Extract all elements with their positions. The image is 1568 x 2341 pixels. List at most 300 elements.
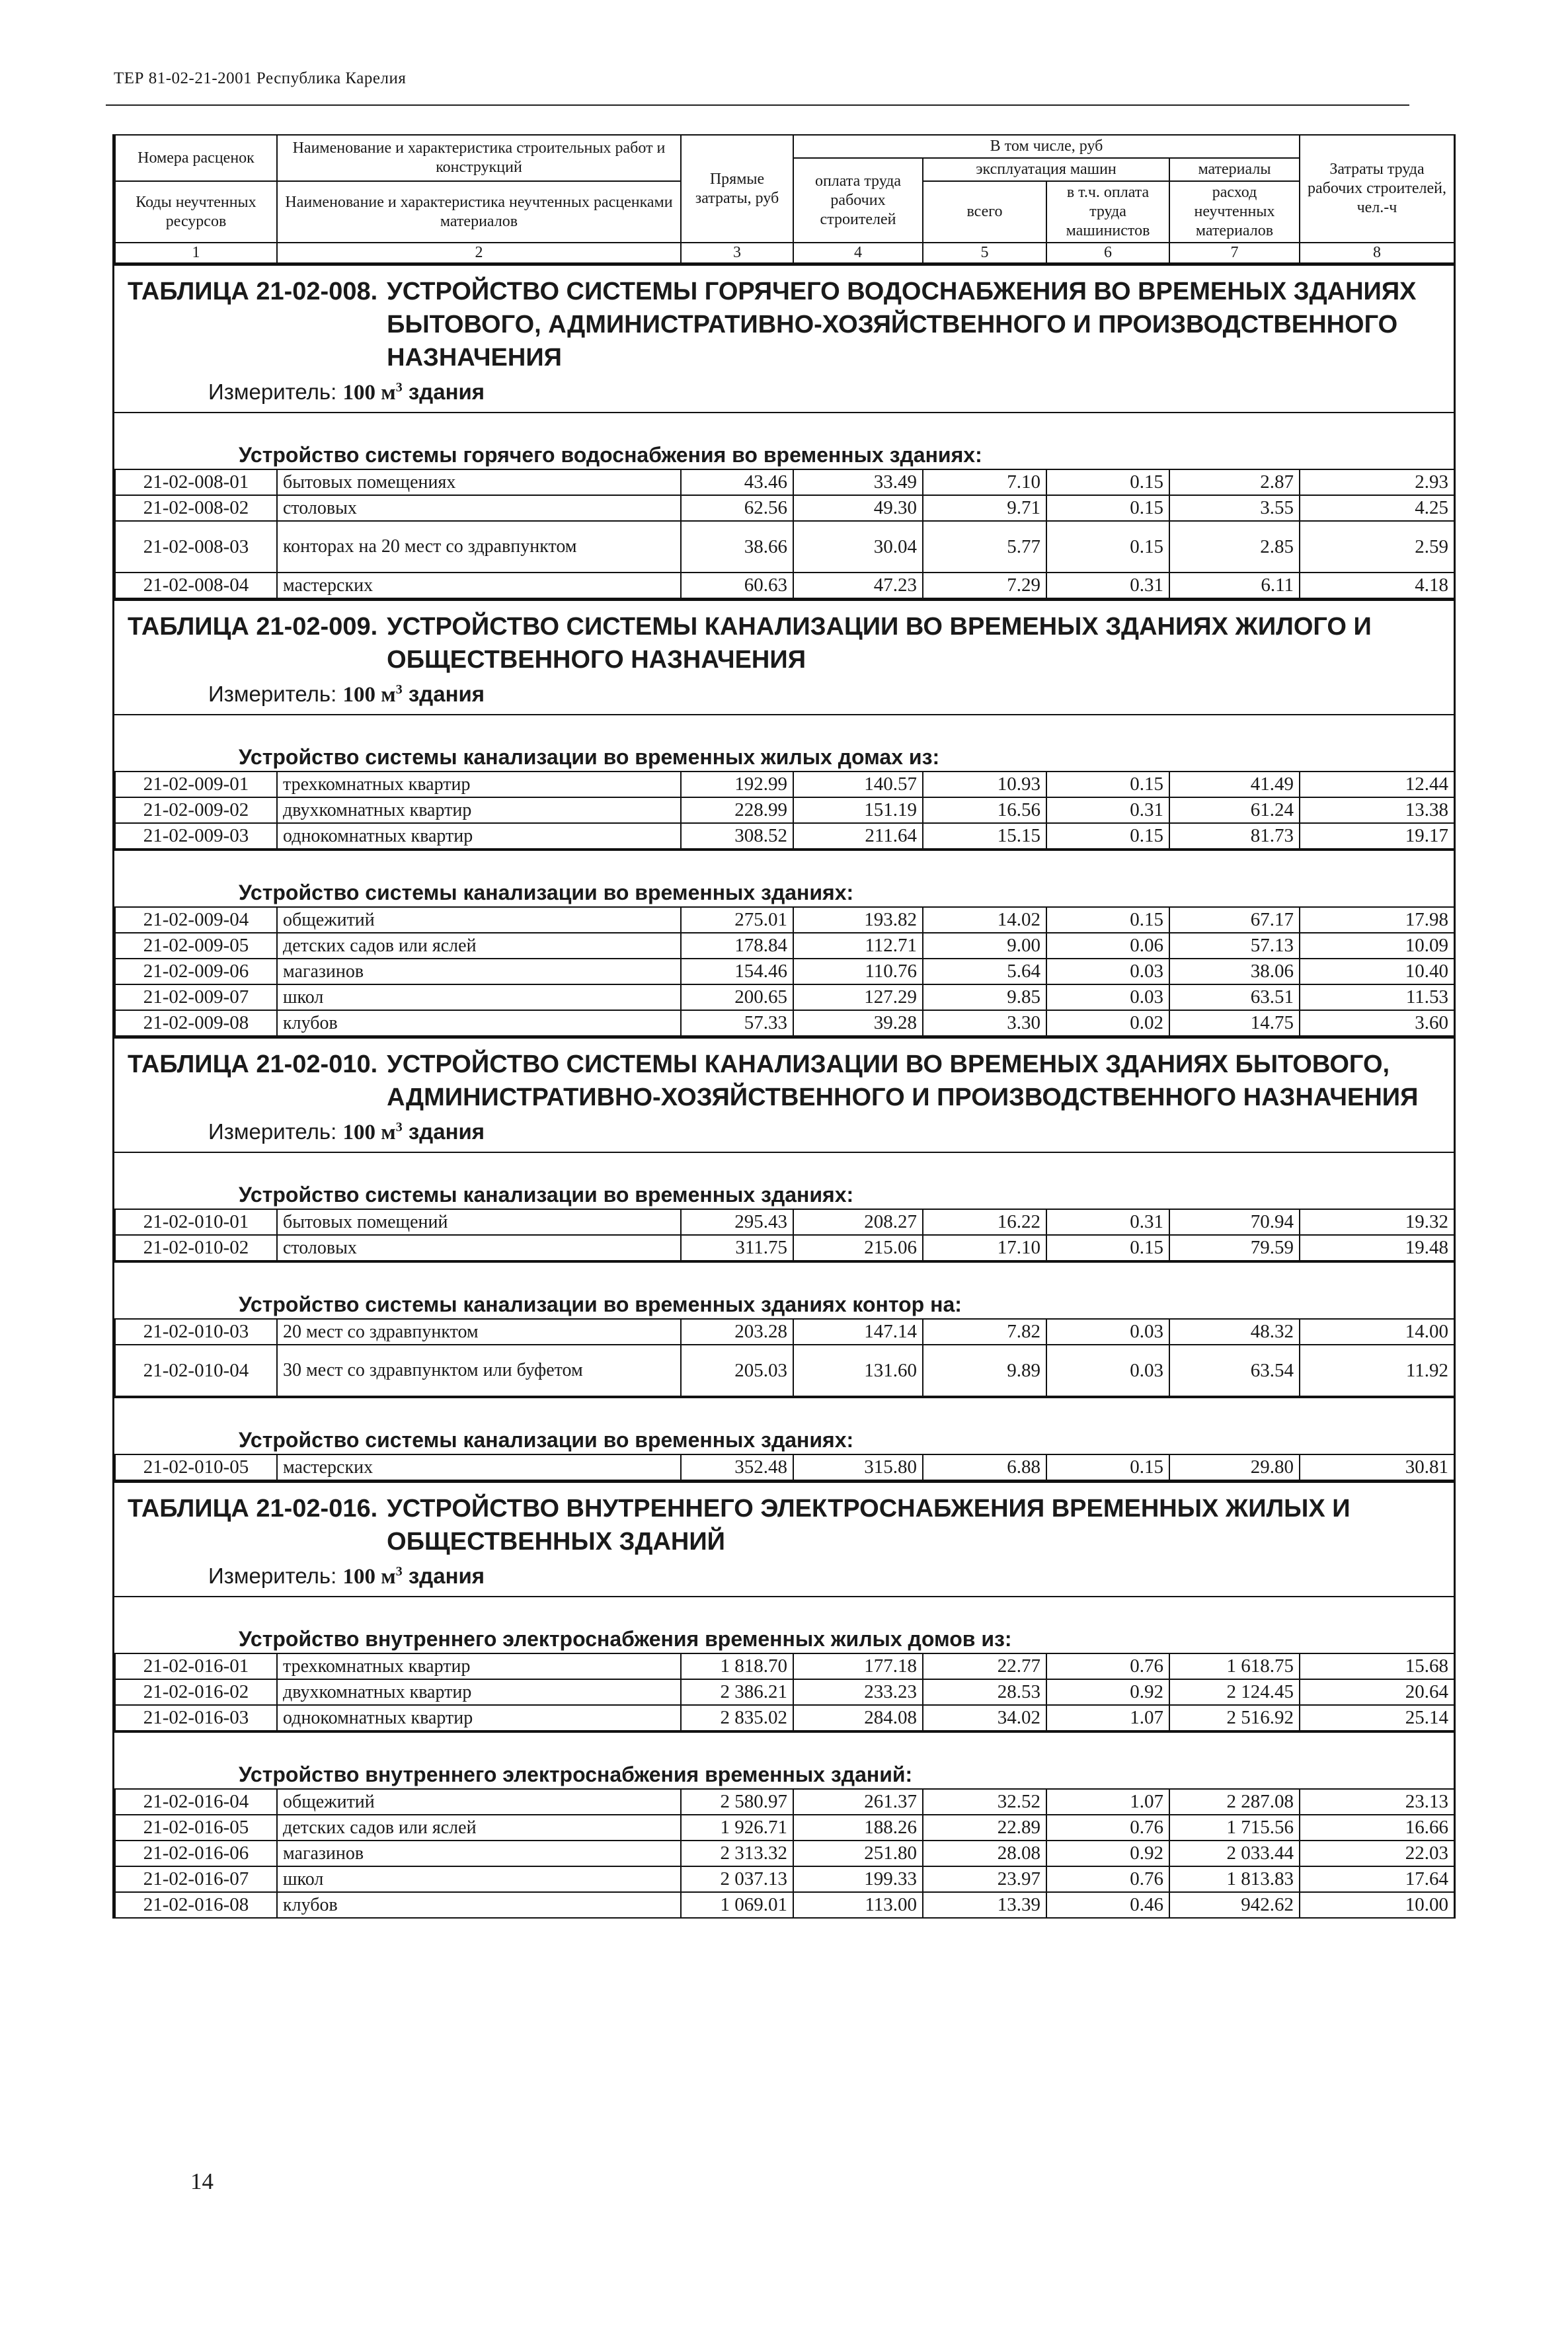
direct-costs: 1 926.71 xyxy=(681,1815,793,1841)
column-numbers-row xyxy=(115,243,1454,263)
labor-hours: 10.00 xyxy=(1300,1892,1454,1918)
rates-table xyxy=(114,771,1455,850)
material-costs: 2.85 xyxy=(1169,521,1300,573)
material-costs: 2 033.44 xyxy=(1169,1841,1300,1866)
machine-costs: 14.02 xyxy=(923,907,1046,933)
material-costs: 1 715.56 xyxy=(1169,1815,1300,1841)
labor-hours: 23.13 xyxy=(1300,1789,1454,1815)
labor-wages: 151.19 xyxy=(793,797,923,823)
material-costs: 942.62 xyxy=(1169,1892,1300,1918)
operator-wages: 0.15 xyxy=(1046,495,1169,521)
direct-costs: 62.56 xyxy=(681,495,793,521)
labor-hours: 19.48 xyxy=(1300,1235,1454,1261)
table-code: ТАБЛИЦА 21-02-010. xyxy=(128,1051,378,1078)
work-description: бытовых помещениях xyxy=(277,469,681,495)
header-col8: Затраты труда рабочих строителей, чел.-ч xyxy=(1300,135,1454,243)
labor-wages: 39.28 xyxy=(793,1010,923,1036)
direct-costs: 2 580.97 xyxy=(681,1789,793,1815)
machine-costs: 6.88 xyxy=(923,1454,1046,1480)
measure-label: Измеритель: xyxy=(208,379,337,404)
material-costs: 2 516.92 xyxy=(1169,1705,1300,1731)
material-costs: 79.59 xyxy=(1169,1235,1300,1261)
rate-code: 21-02-009-01 xyxy=(115,772,277,797)
operator-wages: 0.15 xyxy=(1046,1454,1169,1480)
labor-hours: 13.38 xyxy=(1300,797,1454,823)
work-description: общежитий xyxy=(277,907,681,933)
header-col4: оплата труда рабочих строителей xyxy=(793,158,923,243)
operator-wages: 0.46 xyxy=(1046,1892,1169,1918)
labor-hours: 14.00 xyxy=(1300,1319,1454,1345)
header-col3: Прямые затраты, руб xyxy=(681,135,793,243)
rate-code: 21-02-016-07 xyxy=(115,1866,277,1892)
rate-code: 21-02-009-02 xyxy=(115,797,277,823)
labor-wages: 188.26 xyxy=(793,1815,923,1841)
labor-wages: 208.27 xyxy=(793,1209,923,1235)
labor-wages: 112.71 xyxy=(793,933,923,959)
labor-hours: 19.32 xyxy=(1300,1209,1454,1235)
machine-costs: 16.22 xyxy=(923,1209,1046,1235)
rates-table xyxy=(114,1788,1455,1919)
work-description: детских садов или яслей xyxy=(277,933,681,959)
table-row xyxy=(115,469,1454,495)
table-row xyxy=(115,1705,1454,1731)
rate-code: 21-02-016-05 xyxy=(115,1815,277,1841)
rates-table xyxy=(114,469,1455,599)
table-row xyxy=(115,1815,1454,1841)
labor-wages: 193.82 xyxy=(793,907,923,933)
table-row xyxy=(115,933,1454,959)
table-code: ТАБЛИЦА 21-02-016. xyxy=(128,1495,378,1523)
table-heading xyxy=(114,266,1454,374)
direct-costs: 203.28 xyxy=(681,1319,793,1345)
labor-hours: 2.59 xyxy=(1300,521,1454,573)
page-number: 14 xyxy=(190,2168,214,2194)
rate-code: 21-02-016-06 xyxy=(115,1841,277,1866)
work-description: бытовых помещений xyxy=(277,1209,681,1235)
table-row xyxy=(115,1454,1454,1480)
rates-table xyxy=(114,1454,1455,1481)
group-heading: Устройство внутреннего электроснабжения временных зданий: xyxy=(114,1731,1454,1788)
column-number: 6 xyxy=(1046,243,1169,263)
material-costs: 61.24 xyxy=(1169,797,1300,823)
group-heading: Устройство системы канализации во временных зданиях: xyxy=(114,1397,1454,1454)
material-costs: 63.51 xyxy=(1169,984,1300,1010)
table-row xyxy=(115,984,1454,1010)
labor-hours: 15.68 xyxy=(1300,1653,1454,1679)
direct-costs: 1 069.01 xyxy=(681,1892,793,1918)
group-heading: Устройство системы канализации во временных зданиях: xyxy=(114,1152,1454,1209)
table-title: УСТРОЙСТВО СИСТЕМЫ КАНАЛИЗАЦИИ ВО ВРЕМЕНЫХ ЗДАНИЯХ ЖИЛОГО И ОБЩЕСТВЕННОГО НАЗНАЧЕНИЯ xyxy=(387,613,1372,674)
labor-wages: 140.57 xyxy=(793,772,923,797)
table-row xyxy=(115,573,1454,598)
operator-wages: 0.15 xyxy=(1046,1235,1169,1261)
header-machines: эксплуатация машин xyxy=(923,158,1169,181)
labor-wages: 113.00 xyxy=(793,1892,923,1918)
work-description: однокомнатных квартир xyxy=(277,823,681,849)
labor-wages: 33.49 xyxy=(793,469,923,495)
table-section xyxy=(114,599,1454,1037)
operator-wages: 0.03 xyxy=(1046,1345,1169,1396)
rates-table xyxy=(114,1209,1455,1261)
table-row xyxy=(115,1235,1454,1261)
operator-wages: 0.76 xyxy=(1046,1815,1169,1841)
labor-wages: 49.30 xyxy=(793,495,923,521)
machine-costs: 28.53 xyxy=(923,1679,1046,1705)
direct-costs: 38.66 xyxy=(681,521,793,573)
material-costs: 81.73 xyxy=(1169,823,1300,849)
machine-costs: 9.89 xyxy=(923,1345,1046,1396)
work-description: мастерских xyxy=(277,1454,681,1480)
machine-costs: 9.71 xyxy=(923,495,1046,521)
direct-costs: 352.48 xyxy=(681,1454,793,1480)
running-header: ТЕР 81-02-21-2001 Республика Карелия xyxy=(114,69,407,87)
labor-hours: 2.93 xyxy=(1300,469,1454,495)
direct-costs: 308.52 xyxy=(681,823,793,849)
rate-code: 21-02-010-05 xyxy=(115,1454,277,1480)
header-col1-bottom: Коды неучтенных ресурсов xyxy=(115,181,277,243)
labor-hours: 10.40 xyxy=(1300,959,1454,984)
document-body xyxy=(112,134,1456,1919)
material-costs: 67.17 xyxy=(1169,907,1300,933)
measure-value xyxy=(342,381,402,405)
direct-costs: 275.01 xyxy=(681,907,793,933)
measure-object: здания xyxy=(408,1119,485,1144)
table-title: УСТРОЙСТВО СИСТЕМЫ КАНАЛИЗАЦИИ ВО ВРЕМЕНЫХ ЗДАНИЯХ БЫТОВОГО, АДМИНИСТРАТИВНО-ХОЗЯЙСТВЕННОГО И ПРОИЗВОДСТВЕННОГО НАЗНАЧЕНИЯ xyxy=(387,1051,1419,1111)
work-description: школ xyxy=(277,984,681,1010)
table-row xyxy=(115,521,1454,573)
table-row xyxy=(115,495,1454,521)
measure-unit-line xyxy=(114,1114,1454,1152)
labor-hours: 11.92 xyxy=(1300,1345,1454,1396)
measure-exponent: 3 xyxy=(395,1564,403,1579)
rate-code: 21-02-009-08 xyxy=(115,1010,277,1036)
labor-wages: 215.06 xyxy=(793,1235,923,1261)
machine-costs: 9.85 xyxy=(923,984,1046,1010)
measure-number: 100 м xyxy=(342,1565,396,1589)
material-costs: 2 287.08 xyxy=(1169,1789,1300,1815)
labor-hours: 4.18 xyxy=(1300,573,1454,598)
work-description: однокомнатных квартир xyxy=(277,1705,681,1731)
direct-costs: 200.65 xyxy=(681,984,793,1010)
table-heading xyxy=(114,1039,1454,1114)
column-number: 4 xyxy=(793,243,923,263)
work-description: клубов xyxy=(277,1892,681,1918)
work-description: трехкомнатных квартир xyxy=(277,772,681,797)
material-costs: 70.94 xyxy=(1169,1209,1300,1235)
measure-label: Измеритель: xyxy=(208,682,337,706)
work-description: магазинов xyxy=(277,1841,681,1866)
direct-costs: 311.75 xyxy=(681,1235,793,1261)
table-row xyxy=(115,1679,1454,1705)
operator-wages: 0.31 xyxy=(1046,573,1169,598)
header-rule xyxy=(106,104,1409,106)
direct-costs: 228.99 xyxy=(681,797,793,823)
machine-costs: 28.08 xyxy=(923,1841,1046,1866)
measure-value xyxy=(342,683,402,707)
table-row xyxy=(115,1866,1454,1892)
measure-label: Измеритель: xyxy=(208,1564,337,1588)
measure-exponent: 3 xyxy=(395,1120,403,1134)
operator-wages: 0.31 xyxy=(1046,1209,1169,1235)
labor-wages: 261.37 xyxy=(793,1789,923,1815)
table-row xyxy=(115,959,1454,984)
work-description: общежитий xyxy=(277,1789,681,1815)
direct-costs: 2 386.21 xyxy=(681,1679,793,1705)
machine-costs: 7.10 xyxy=(923,469,1046,495)
machine-costs: 7.82 xyxy=(923,1319,1046,1345)
work-description: школ xyxy=(277,1866,681,1892)
work-description: конторах на 20 мест со здравпунктом xyxy=(277,521,681,573)
rate-code: 21-02-009-05 xyxy=(115,933,277,959)
table-row xyxy=(115,1319,1454,1345)
operator-wages: 0.03 xyxy=(1046,984,1169,1010)
labor-hours: 10.09 xyxy=(1300,933,1454,959)
direct-costs: 178.84 xyxy=(681,933,793,959)
direct-costs: 2 835.02 xyxy=(681,1705,793,1731)
measure-label: Измеритель: xyxy=(208,1119,337,1144)
labor-wages: 47.23 xyxy=(793,573,923,598)
rates-table xyxy=(114,1653,1455,1731)
labor-wages: 211.64 xyxy=(793,823,923,849)
material-costs: 63.54 xyxy=(1169,1345,1300,1396)
machine-costs: 5.64 xyxy=(923,959,1046,984)
direct-costs: 43.46 xyxy=(681,469,793,495)
rate-code: 21-02-010-03 xyxy=(115,1319,277,1345)
material-costs: 48.32 xyxy=(1169,1319,1300,1345)
direct-costs: 1 818.70 xyxy=(681,1653,793,1679)
direct-costs: 192.99 xyxy=(681,772,793,797)
measure-number: 100 м xyxy=(342,1121,396,1144)
work-description: трехкомнатных квартир xyxy=(277,1653,681,1679)
group-heading: Устройство системы канализации во временных жилых домах из: xyxy=(114,714,1454,771)
material-costs: 57.13 xyxy=(1169,933,1300,959)
material-costs: 38.06 xyxy=(1169,959,1300,984)
table-code: ТАБЛИЦА 21-02-008. xyxy=(128,278,378,305)
labor-hours: 3.60 xyxy=(1300,1010,1454,1036)
work-description: столовых xyxy=(277,495,681,521)
column-number: 1 xyxy=(115,243,277,263)
header-materials: материалы xyxy=(1169,158,1300,181)
labor-hours: 19.17 xyxy=(1300,823,1454,849)
column-number: 7 xyxy=(1169,243,1300,263)
machine-costs: 34.02 xyxy=(923,1705,1046,1731)
column-header-table xyxy=(114,134,1455,264)
measure-object: здания xyxy=(408,379,485,404)
header-col5: всего xyxy=(923,181,1046,243)
direct-costs: 2 313.32 xyxy=(681,1841,793,1866)
work-description: детских садов или яслей xyxy=(277,1815,681,1841)
machine-costs: 15.15 xyxy=(923,823,1046,849)
labor-hours: 4.25 xyxy=(1300,495,1454,521)
operator-wages: 1.07 xyxy=(1046,1705,1169,1731)
table-row xyxy=(115,797,1454,823)
table-row xyxy=(115,1892,1454,1918)
labor-wages: 251.80 xyxy=(793,1841,923,1866)
labor-hours: 22.03 xyxy=(1300,1841,1454,1866)
material-costs: 1 618.75 xyxy=(1169,1653,1300,1679)
header-col6: в т.ч. оплата труда машинистов xyxy=(1046,181,1169,243)
measure-unit-line xyxy=(114,1558,1454,1596)
operator-wages: 0.03 xyxy=(1046,959,1169,984)
operator-wages: 0.92 xyxy=(1046,1841,1169,1866)
table-heading xyxy=(114,601,1454,676)
material-costs: 14.75 xyxy=(1169,1010,1300,1036)
labor-wages: 233.23 xyxy=(793,1679,923,1705)
material-costs: 3.55 xyxy=(1169,495,1300,521)
operator-wages: 0.76 xyxy=(1046,1866,1169,1892)
operator-wages: 0.02 xyxy=(1046,1010,1169,1036)
labor-hours: 12.44 xyxy=(1300,772,1454,797)
table-row xyxy=(115,1789,1454,1815)
header-incl: В том числе, руб xyxy=(793,135,1300,158)
machine-costs: 16.56 xyxy=(923,797,1046,823)
rate-code: 21-02-008-01 xyxy=(115,469,277,495)
header-col1-top: Номера расценок xyxy=(115,135,277,181)
measure-exponent: 3 xyxy=(395,682,403,697)
labor-hours: 11.53 xyxy=(1300,984,1454,1010)
rate-code: 21-02-008-02 xyxy=(115,495,277,521)
machine-costs: 22.89 xyxy=(923,1815,1046,1841)
column-number: 3 xyxy=(681,243,793,263)
direct-costs: 60.63 xyxy=(681,573,793,598)
rate-code: 21-02-008-04 xyxy=(115,573,277,598)
measure-object: здания xyxy=(408,682,485,706)
header-col2-bottom: Наименование и характеристика неучтенных расценками материалов xyxy=(277,181,681,243)
machine-costs: 13.39 xyxy=(923,1892,1046,1918)
operator-wages: 0.92 xyxy=(1046,1679,1169,1705)
column-number: 8 xyxy=(1300,243,1454,263)
work-description: 20 мест со здравпунктом xyxy=(277,1319,681,1345)
column-number: 2 xyxy=(277,243,681,263)
group-heading: Устройство системы канализации во временных зданиях контор на: xyxy=(114,1261,1454,1318)
work-description: 30 мест со здравпунктом или буфетом xyxy=(277,1345,681,1396)
operator-wages: 0.76 xyxy=(1046,1653,1169,1679)
operator-wages: 0.15 xyxy=(1046,772,1169,797)
rate-code: 21-02-009-06 xyxy=(115,959,277,984)
table-row xyxy=(115,1010,1454,1036)
material-costs: 41.49 xyxy=(1169,772,1300,797)
table-row xyxy=(115,1345,1454,1396)
labor-hours: 20.64 xyxy=(1300,1679,1454,1705)
labor-hours: 30.81 xyxy=(1300,1454,1454,1480)
rate-code: 21-02-009-07 xyxy=(115,984,277,1010)
group-heading: Устройство системы канализации во временных зданиях: xyxy=(114,850,1454,906)
labor-wages: 315.80 xyxy=(793,1454,923,1480)
table-section xyxy=(114,1037,1454,1481)
material-costs: 6.11 xyxy=(1169,573,1300,598)
work-description: клубов xyxy=(277,1010,681,1036)
labor-wages: 177.18 xyxy=(793,1653,923,1679)
operator-wages: 0.15 xyxy=(1046,823,1169,849)
operator-wages: 1.07 xyxy=(1046,1789,1169,1815)
table-row xyxy=(115,823,1454,849)
header-col7: расход неучтенных материалов xyxy=(1169,181,1300,243)
table-row xyxy=(115,1653,1454,1679)
labor-wages: 127.29 xyxy=(793,984,923,1010)
labor-wages: 199.33 xyxy=(793,1866,923,1892)
rate-code: 21-02-010-04 xyxy=(115,1345,277,1396)
operator-wages: 0.15 xyxy=(1046,521,1169,573)
rate-code: 21-02-016-04 xyxy=(115,1789,277,1815)
machine-costs: 17.10 xyxy=(923,1235,1046,1261)
rate-code: 21-02-009-04 xyxy=(115,907,277,933)
direct-costs: 57.33 xyxy=(681,1010,793,1036)
work-description: столовых xyxy=(277,1235,681,1261)
machine-costs: 22.77 xyxy=(923,1653,1046,1679)
operator-wages: 0.15 xyxy=(1046,469,1169,495)
machine-costs: 5.77 xyxy=(923,521,1046,573)
measure-value xyxy=(342,1565,402,1589)
material-costs: 1 813.83 xyxy=(1169,1866,1300,1892)
measure-value xyxy=(342,1121,402,1144)
material-costs: 2.87 xyxy=(1169,469,1300,495)
rate-code: 21-02-008-03 xyxy=(115,521,277,573)
work-description: двухкомнатных квартир xyxy=(277,797,681,823)
measure-number: 100 м xyxy=(342,381,396,405)
work-description: двухкомнатных квартир xyxy=(277,1679,681,1705)
table-title: УСТРОЙСТВО СИСТЕМЫ ГОРЯЧЕГО ВОДОСНАБЖЕНИЯ ВО ВРЕМЕНЫХ ЗДАНИЯХ БЫТОВОГО, АДМИНИСТРАТИВНО-ХОЗЯЙСТВЕННОГО И ПРОИЗВОДСТВЕННОГО НАЗНАЧЕНИЯ xyxy=(387,278,1417,372)
table-section xyxy=(114,1481,1454,1919)
table-row xyxy=(115,1209,1454,1235)
machine-costs: 23.97 xyxy=(923,1866,1046,1892)
rate-code: 21-02-009-03 xyxy=(115,823,277,849)
tables-container xyxy=(114,264,1454,1919)
machine-costs: 7.29 xyxy=(923,573,1046,598)
labor-hours: 17.98 xyxy=(1300,907,1454,933)
machine-costs: 9.00 xyxy=(923,933,1046,959)
rate-code: 21-02-016-01 xyxy=(115,1653,277,1679)
group-heading: Устройство внутреннего электроснабжения временных жилых домов из: xyxy=(114,1596,1454,1653)
material-costs: 2 124.45 xyxy=(1169,1679,1300,1705)
labor-wages: 147.14 xyxy=(793,1319,923,1345)
rate-code: 21-02-016-03 xyxy=(115,1705,277,1731)
machine-costs: 32.52 xyxy=(923,1789,1046,1815)
labor-wages: 110.76 xyxy=(793,959,923,984)
labor-hours: 17.64 xyxy=(1300,1866,1454,1892)
work-description: магазинов xyxy=(277,959,681,984)
table-row xyxy=(115,907,1454,933)
labor-wages: 30.04 xyxy=(793,521,923,573)
rate-code: 21-02-010-01 xyxy=(115,1209,277,1235)
rate-code: 21-02-010-02 xyxy=(115,1235,277,1261)
rate-code: 21-02-016-08 xyxy=(115,1892,277,1918)
measure-object: здания xyxy=(408,1564,485,1588)
machine-costs: 10.93 xyxy=(923,772,1046,797)
machine-costs: 3.30 xyxy=(923,1010,1046,1036)
direct-costs: 2 037.13 xyxy=(681,1866,793,1892)
column-number: 5 xyxy=(923,243,1046,263)
table-heading xyxy=(114,1483,1454,1558)
labor-wages: 131.60 xyxy=(793,1345,923,1396)
operator-wages: 0.15 xyxy=(1046,907,1169,933)
operator-wages: 0.06 xyxy=(1046,933,1169,959)
header-col2-top: Наименование и характеристика строительных работ и конструкций xyxy=(277,135,681,181)
operator-wages: 0.03 xyxy=(1046,1319,1169,1345)
direct-costs: 295.43 xyxy=(681,1209,793,1235)
measure-number: 100 м xyxy=(342,683,396,707)
table-section xyxy=(114,264,1454,599)
rate-code: 21-02-016-02 xyxy=(115,1679,277,1705)
rates-table xyxy=(114,906,1455,1037)
table-row xyxy=(115,1841,1454,1866)
material-costs: 29.80 xyxy=(1169,1454,1300,1480)
work-description: мастерских xyxy=(277,573,681,598)
labor-hours: 25.14 xyxy=(1300,1705,1454,1731)
measure-unit-line xyxy=(114,374,1454,412)
measure-exponent: 3 xyxy=(395,380,403,395)
measure-unit-line xyxy=(114,676,1454,714)
group-heading: Устройство системы горячего водоснабжения во временных зданиях: xyxy=(114,412,1454,469)
